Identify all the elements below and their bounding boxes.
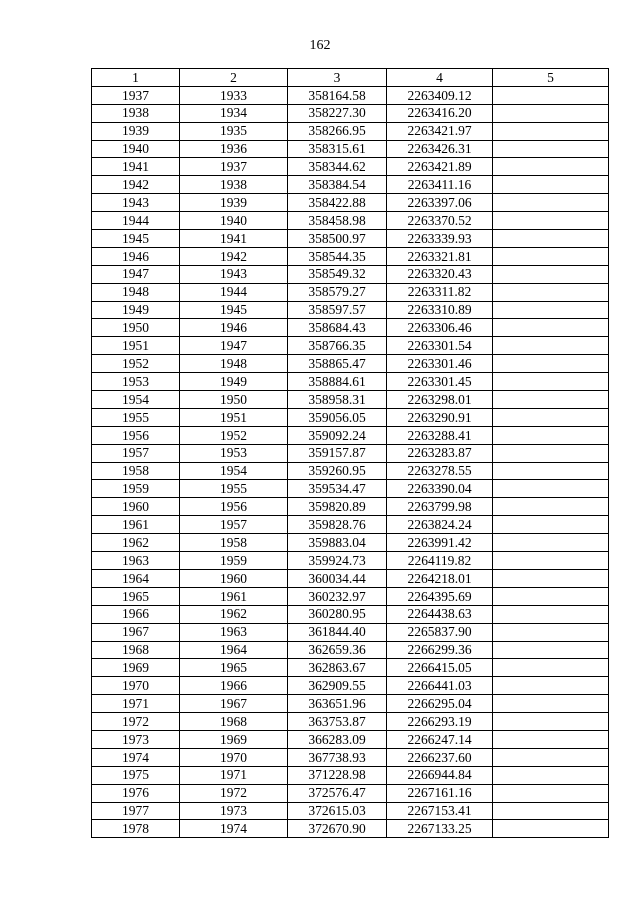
index-cell: 1961	[180, 587, 288, 605]
y-coordinate-cell: 2263310.89	[387, 301, 493, 319]
column-header-4: 4	[387, 69, 493, 87]
table-row	[92, 784, 609, 802]
point-number-cell: 1957	[92, 444, 180, 462]
table-row	[92, 569, 609, 587]
note-cell	[493, 337, 609, 355]
note-cell	[493, 265, 609, 283]
index-cell: 1968	[180, 713, 288, 731]
note-cell	[493, 391, 609, 409]
x-coordinate-cell: 358500.97	[288, 230, 387, 248]
point-number-cell: 1942	[92, 176, 180, 194]
x-coordinate-cell: 362863.67	[288, 659, 387, 677]
y-coordinate-cell: 2263421.97	[387, 122, 493, 140]
x-coordinate-cell: 358266.95	[288, 122, 387, 140]
table-row	[92, 176, 609, 194]
y-coordinate-cell: 2265837.90	[387, 623, 493, 641]
note-cell	[493, 122, 609, 140]
x-coordinate-cell: 359924.73	[288, 552, 387, 570]
note-cell	[493, 426, 609, 444]
x-coordinate-cell: 358597.57	[288, 301, 387, 319]
note-cell	[493, 283, 609, 301]
index-cell: 1963	[180, 623, 288, 641]
index-cell: 1959	[180, 552, 288, 570]
note-cell	[493, 176, 609, 194]
y-coordinate-cell: 2263991.42	[387, 534, 493, 552]
table-row	[92, 444, 609, 462]
x-coordinate-cell: 358579.27	[288, 283, 387, 301]
index-cell: 1965	[180, 659, 288, 677]
y-coordinate-cell: 2266441.03	[387, 677, 493, 695]
index-cell: 1945	[180, 301, 288, 319]
note-cell	[493, 140, 609, 158]
note-cell	[493, 659, 609, 677]
note-cell	[493, 301, 609, 319]
table-row	[92, 122, 609, 140]
index-cell: 1950	[180, 391, 288, 409]
index-cell: 1938	[180, 176, 288, 194]
x-coordinate-cell: 358384.54	[288, 176, 387, 194]
point-number-cell: 1953	[92, 373, 180, 391]
x-coordinate-cell: 360232.97	[288, 587, 387, 605]
index-cell: 1957	[180, 516, 288, 534]
x-coordinate-cell: 358766.35	[288, 337, 387, 355]
y-coordinate-cell: 2263397.06	[387, 194, 493, 212]
y-coordinate-cell: 2266299.36	[387, 641, 493, 659]
index-cell: 1948	[180, 355, 288, 373]
point-number-cell: 1974	[92, 748, 180, 766]
y-coordinate-cell: 2266237.60	[387, 748, 493, 766]
note-cell	[493, 569, 609, 587]
point-number-cell: 1966	[92, 605, 180, 623]
point-number-cell: 1958	[92, 462, 180, 480]
x-coordinate-cell: 359820.89	[288, 498, 387, 516]
table-row	[92, 373, 609, 391]
table-row	[92, 391, 609, 409]
index-cell: 1972	[180, 784, 288, 802]
point-number-cell: 1959	[92, 480, 180, 498]
x-coordinate-cell: 372615.03	[288, 802, 387, 820]
note-cell	[493, 623, 609, 641]
coordinates-table	[91, 68, 609, 838]
table-row	[92, 86, 609, 104]
x-coordinate-cell: 358549.32	[288, 265, 387, 283]
y-coordinate-cell: 2263288.41	[387, 426, 493, 444]
point-number-cell: 1949	[92, 301, 180, 319]
y-coordinate-cell: 2263426.31	[387, 140, 493, 158]
note-cell	[493, 247, 609, 265]
index-cell: 1954	[180, 462, 288, 480]
table-row	[92, 498, 609, 516]
x-coordinate-cell: 358884.61	[288, 373, 387, 391]
index-cell: 1946	[180, 319, 288, 337]
table-row	[92, 641, 609, 659]
table-row	[92, 355, 609, 373]
point-number-cell: 1943	[92, 194, 180, 212]
index-cell: 1973	[180, 802, 288, 820]
point-number-cell: 1939	[92, 122, 180, 140]
index-cell: 1962	[180, 605, 288, 623]
point-number-cell: 1941	[92, 158, 180, 176]
x-coordinate-cell: 360280.95	[288, 605, 387, 623]
y-coordinate-cell: 2267153.41	[387, 802, 493, 820]
table-row	[92, 659, 609, 677]
table-row	[92, 140, 609, 158]
index-cell: 1934	[180, 104, 288, 122]
point-number-cell: 1955	[92, 408, 180, 426]
point-number-cell: 1940	[92, 140, 180, 158]
x-coordinate-cell: 359883.04	[288, 534, 387, 552]
point-number-cell: 1947	[92, 265, 180, 283]
index-cell: 1974	[180, 820, 288, 838]
x-coordinate-cell: 362909.55	[288, 677, 387, 695]
y-coordinate-cell: 2266295.04	[387, 695, 493, 713]
table-row	[92, 534, 609, 552]
note-cell	[493, 713, 609, 731]
column-header-3: 3	[288, 69, 387, 87]
point-number-cell: 1956	[92, 426, 180, 444]
note-cell	[493, 730, 609, 748]
y-coordinate-cell: 2263421.89	[387, 158, 493, 176]
point-number-cell: 1944	[92, 212, 180, 230]
y-coordinate-cell: 2266247.14	[387, 730, 493, 748]
table-row	[92, 158, 609, 176]
table-header	[92, 69, 609, 87]
y-coordinate-cell: 2263301.45	[387, 373, 493, 391]
x-coordinate-cell: 359157.87	[288, 444, 387, 462]
table-row	[92, 587, 609, 605]
y-coordinate-cell: 2263370.52	[387, 212, 493, 230]
x-coordinate-cell: 358544.35	[288, 247, 387, 265]
y-coordinate-cell: 2263278.55	[387, 462, 493, 480]
x-coordinate-cell: 372576.47	[288, 784, 387, 802]
y-coordinate-cell: 2267161.16	[387, 784, 493, 802]
note-cell	[493, 498, 609, 516]
y-coordinate-cell: 2263824.24	[387, 516, 493, 534]
y-coordinate-cell: 2264119.82	[387, 552, 493, 570]
table-row	[92, 194, 609, 212]
y-coordinate-cell: 2263306.46	[387, 319, 493, 337]
y-coordinate-cell: 2263301.54	[387, 337, 493, 355]
point-number-cell: 1978	[92, 820, 180, 838]
point-number-cell: 1946	[92, 247, 180, 265]
x-coordinate-cell: 359056.05	[288, 408, 387, 426]
note-cell	[493, 587, 609, 605]
point-number-cell: 1945	[92, 230, 180, 248]
index-cell: 1951	[180, 408, 288, 426]
x-coordinate-cell: 359260.95	[288, 462, 387, 480]
x-coordinate-cell: 358164.58	[288, 86, 387, 104]
note-cell	[493, 408, 609, 426]
index-cell: 1969	[180, 730, 288, 748]
point-number-cell: 1973	[92, 730, 180, 748]
y-coordinate-cell: 2263416.20	[387, 104, 493, 122]
y-coordinate-cell: 2263409.12	[387, 86, 493, 104]
x-coordinate-cell: 361844.40	[288, 623, 387, 641]
note-cell	[493, 820, 609, 838]
x-coordinate-cell: 372670.90	[288, 820, 387, 838]
table-row	[92, 247, 609, 265]
table-row	[92, 713, 609, 731]
index-cell: 1943	[180, 265, 288, 283]
index-cell: 1956	[180, 498, 288, 516]
table-row	[92, 480, 609, 498]
table-row	[92, 462, 609, 480]
x-coordinate-cell: 371228.98	[288, 766, 387, 784]
point-number-cell: 1964	[92, 569, 180, 587]
y-coordinate-cell: 2263298.01	[387, 391, 493, 409]
x-coordinate-cell: 367738.93	[288, 748, 387, 766]
column-header-5: 5	[493, 69, 609, 87]
note-cell	[493, 695, 609, 713]
index-cell: 1933	[180, 86, 288, 104]
note-cell	[493, 677, 609, 695]
index-cell: 1967	[180, 695, 288, 713]
point-number-cell: 1952	[92, 355, 180, 373]
note-cell	[493, 373, 609, 391]
point-number-cell: 1948	[92, 283, 180, 301]
note-cell	[493, 516, 609, 534]
note-cell	[493, 194, 609, 212]
y-coordinate-cell: 2264438.63	[387, 605, 493, 623]
y-coordinate-cell: 2263799.98	[387, 498, 493, 516]
y-coordinate-cell: 2263321.81	[387, 247, 493, 265]
point-number-cell: 1967	[92, 623, 180, 641]
point-number-cell: 1976	[92, 784, 180, 802]
index-cell: 1947	[180, 337, 288, 355]
point-number-cell: 1938	[92, 104, 180, 122]
y-coordinate-cell: 2263290.91	[387, 408, 493, 426]
x-coordinate-cell: 359828.76	[288, 516, 387, 534]
point-number-cell: 1975	[92, 766, 180, 784]
x-coordinate-cell: 359534.47	[288, 480, 387, 498]
point-number-cell: 1971	[92, 695, 180, 713]
note-cell	[493, 158, 609, 176]
index-cell: 1936	[180, 140, 288, 158]
y-coordinate-cell: 2266293.19	[387, 713, 493, 731]
index-cell: 1935	[180, 122, 288, 140]
note-cell	[493, 766, 609, 784]
note-cell	[493, 534, 609, 552]
index-cell: 1952	[180, 426, 288, 444]
point-number-cell: 1969	[92, 659, 180, 677]
table-row	[92, 802, 609, 820]
y-coordinate-cell: 2263411.16	[387, 176, 493, 194]
x-coordinate-cell: 363753.87	[288, 713, 387, 731]
column-header-2: 2	[180, 69, 288, 87]
point-number-cell: 1970	[92, 677, 180, 695]
point-number-cell: 1937	[92, 86, 180, 104]
table-body	[92, 86, 609, 837]
y-coordinate-cell: 2263339.93	[387, 230, 493, 248]
note-cell	[493, 641, 609, 659]
index-cell: 1955	[180, 480, 288, 498]
table-row	[92, 283, 609, 301]
x-coordinate-cell: 358315.61	[288, 140, 387, 158]
point-number-cell: 1968	[92, 641, 180, 659]
point-number-cell: 1951	[92, 337, 180, 355]
note-cell	[493, 230, 609, 248]
page-number: 162	[309, 38, 331, 53]
x-coordinate-cell: 366283.09	[288, 730, 387, 748]
point-number-cell: 1963	[92, 552, 180, 570]
point-number-cell: 1950	[92, 319, 180, 337]
note-cell	[493, 748, 609, 766]
point-number-cell: 1965	[92, 587, 180, 605]
note-cell	[493, 552, 609, 570]
table-row	[92, 426, 609, 444]
x-coordinate-cell: 358458.98	[288, 212, 387, 230]
x-coordinate-cell: 360034.44	[288, 569, 387, 587]
table-row	[92, 516, 609, 534]
note-cell	[493, 784, 609, 802]
table-row	[92, 695, 609, 713]
table-row	[92, 677, 609, 695]
y-coordinate-cell: 2266944.84	[387, 766, 493, 784]
y-coordinate-cell: 2266415.05	[387, 659, 493, 677]
index-cell: 1960	[180, 569, 288, 587]
table-row	[92, 301, 609, 319]
index-cell: 1970	[180, 748, 288, 766]
index-cell: 1966	[180, 677, 288, 695]
x-coordinate-cell: 358344.62	[288, 158, 387, 176]
table-row	[92, 748, 609, 766]
x-coordinate-cell: 359092.24	[288, 426, 387, 444]
y-coordinate-cell: 2263311.82	[387, 283, 493, 301]
index-cell: 1953	[180, 444, 288, 462]
y-coordinate-cell: 2263283.87	[387, 444, 493, 462]
index-cell: 1971	[180, 766, 288, 784]
index-cell: 1940	[180, 212, 288, 230]
note-cell	[493, 319, 609, 337]
y-coordinate-cell: 2264218.01	[387, 569, 493, 587]
y-coordinate-cell: 2263320.43	[387, 265, 493, 283]
y-coordinate-cell: 2264395.69	[387, 587, 493, 605]
x-coordinate-cell: 358227.30	[288, 104, 387, 122]
x-coordinate-cell: 358958.31	[288, 391, 387, 409]
note-cell	[493, 212, 609, 230]
note-cell	[493, 480, 609, 498]
point-number-cell: 1961	[92, 516, 180, 534]
point-number-cell: 1954	[92, 391, 180, 409]
table-row	[92, 605, 609, 623]
table-row	[92, 766, 609, 784]
index-cell: 1964	[180, 641, 288, 659]
table-row	[92, 623, 609, 641]
table-row	[92, 230, 609, 248]
x-coordinate-cell: 363651.96	[288, 695, 387, 713]
table-row	[92, 104, 609, 122]
note-cell	[493, 605, 609, 623]
table-row	[92, 820, 609, 838]
x-coordinate-cell: 358422.88	[288, 194, 387, 212]
note-cell	[493, 86, 609, 104]
note-cell	[493, 355, 609, 373]
table-row	[92, 265, 609, 283]
index-cell: 1942	[180, 247, 288, 265]
point-number-cell: 1960	[92, 498, 180, 516]
header-row	[92, 69, 609, 87]
note-cell	[493, 462, 609, 480]
y-coordinate-cell: 2263390.04	[387, 480, 493, 498]
table-row	[92, 337, 609, 355]
table-row	[92, 319, 609, 337]
x-coordinate-cell: 358865.47	[288, 355, 387, 373]
table-row	[92, 552, 609, 570]
table-row	[92, 212, 609, 230]
note-cell	[493, 444, 609, 462]
y-coordinate-cell: 2263301.46	[387, 355, 493, 373]
index-cell: 1944	[180, 283, 288, 301]
x-coordinate-cell: 358684.43	[288, 319, 387, 337]
table-row	[92, 408, 609, 426]
point-number-cell: 1972	[92, 713, 180, 731]
table-row	[92, 730, 609, 748]
index-cell: 1949	[180, 373, 288, 391]
point-number-cell: 1962	[92, 534, 180, 552]
index-cell: 1941	[180, 230, 288, 248]
x-coordinate-cell: 362659.36	[288, 641, 387, 659]
index-cell: 1939	[180, 194, 288, 212]
note-cell	[493, 802, 609, 820]
column-header-1: 1	[92, 69, 180, 87]
point-number-cell: 1977	[92, 802, 180, 820]
y-coordinate-cell: 2267133.25	[387, 820, 493, 838]
note-cell	[493, 104, 609, 122]
index-cell: 1937	[180, 158, 288, 176]
index-cell: 1958	[180, 534, 288, 552]
